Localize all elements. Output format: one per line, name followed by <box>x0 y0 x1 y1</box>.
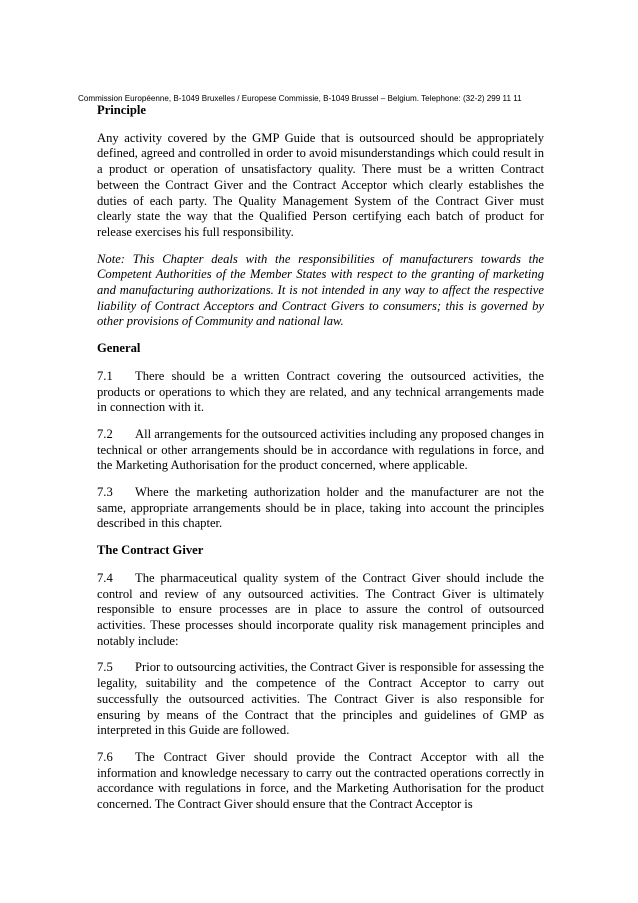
general-heading: General <box>97 341 141 356</box>
section-text: The Contract Giver should provide the Contract Acceptor with all the information and knowledge necessary to carry out the contracted operations correctly in accordance with regulations in force, and the Marketing Authorisation for the product concerned. The Contract Giver should ensure that the Contract Acceptor is <box>97 749 544 812</box>
section-7-6 <box>97 750 544 813</box>
section-text: Prior to outsourcing activities, the Contract Giver is responsible for assessing the legality, suitability and the competence of the Contract Acceptor to carry out successfully the outsourced activities. The Contract Giver is also responsible for ensuring by means of the Contract that the principles and guidelines of GMP as interpreted in this Guide are followed. <box>97 660 544 738</box>
document-body <box>97 103 544 824</box>
section-number: 7.5 <box>97 660 113 675</box>
section-7-1 <box>97 369 544 416</box>
contract-giver-heading: The Contract Giver <box>97 543 204 558</box>
section-number: 7.2 <box>97 426 113 441</box>
principle-note: Note: This Chapter deals with the responsibilities of manufacturers towards the Competent Authorities of the Member States with respect to the granting of marketing and manufacturing authorizations. It is not intended in any way to affect the respective liability of Contract Acceptors and Contract Givers to consumers; this is governed by other provisions of Community and national law. <box>97 251 544 329</box>
section-number: 7.6 <box>97 749 113 764</box>
section-number: 7.3 <box>97 485 113 500</box>
page-header: Commission Européenne, B-1049 Bruxelles / Europese Commissie, B-1049 Brussel – Belgium. Telephone: (32-2) 299 11 11 <box>78 94 522 103</box>
section-number: 7.1 <box>97 368 113 383</box>
section-number: 7.4 <box>97 570 113 585</box>
section-7-3 <box>97 485 544 532</box>
section-7-5 <box>97 660 544 739</box>
section-7-2 <box>97 427 544 474</box>
principle-paragraph: Any activity covered by the GMP Guide that is outsourced should be appropriately defined, agreed and controlled in order to avoid misunderstandings which could result in a product or operation of unsatisfactory quality. There must be a written Contract between the Contract Giver and the Contract Acceptor which clearly establishes the duties of each party. The Quality Management System of the Contract Giver must clearly state the way that the Qualified Person certifying each batch of product for release exercises his full responsibility. <box>97 130 544 239</box>
section-text: There should be a written Contract covering the outsourced activities, the products or operations to which they are related, and any technical arrangements made in connection with it. <box>97 368 544 415</box>
section-text: The pharmaceutical quality system of the Contract Giver should include the control and review of any outsourced activities. The Contract Giver is ultimately responsible to ensure processes are in place to assure the control of outsourced activities. These processes should incorporate quality risk management principles and notably include: <box>97 570 544 648</box>
section-7-4 <box>97 571 544 650</box>
section-text: Where the marketing authorization holder and the manufacturer are not the same, appropriate arrangements should be in place, taking into account the principles described in this chapter. <box>97 485 544 531</box>
principle-heading: Principle <box>97 103 146 117</box>
section-text: All arrangements for the outsourced activities including any proposed changes in technical or other arrangements should be in accordance with regulations in force, and the Marketing Authorisation for the product concerned, where applicable. <box>97 426 544 473</box>
